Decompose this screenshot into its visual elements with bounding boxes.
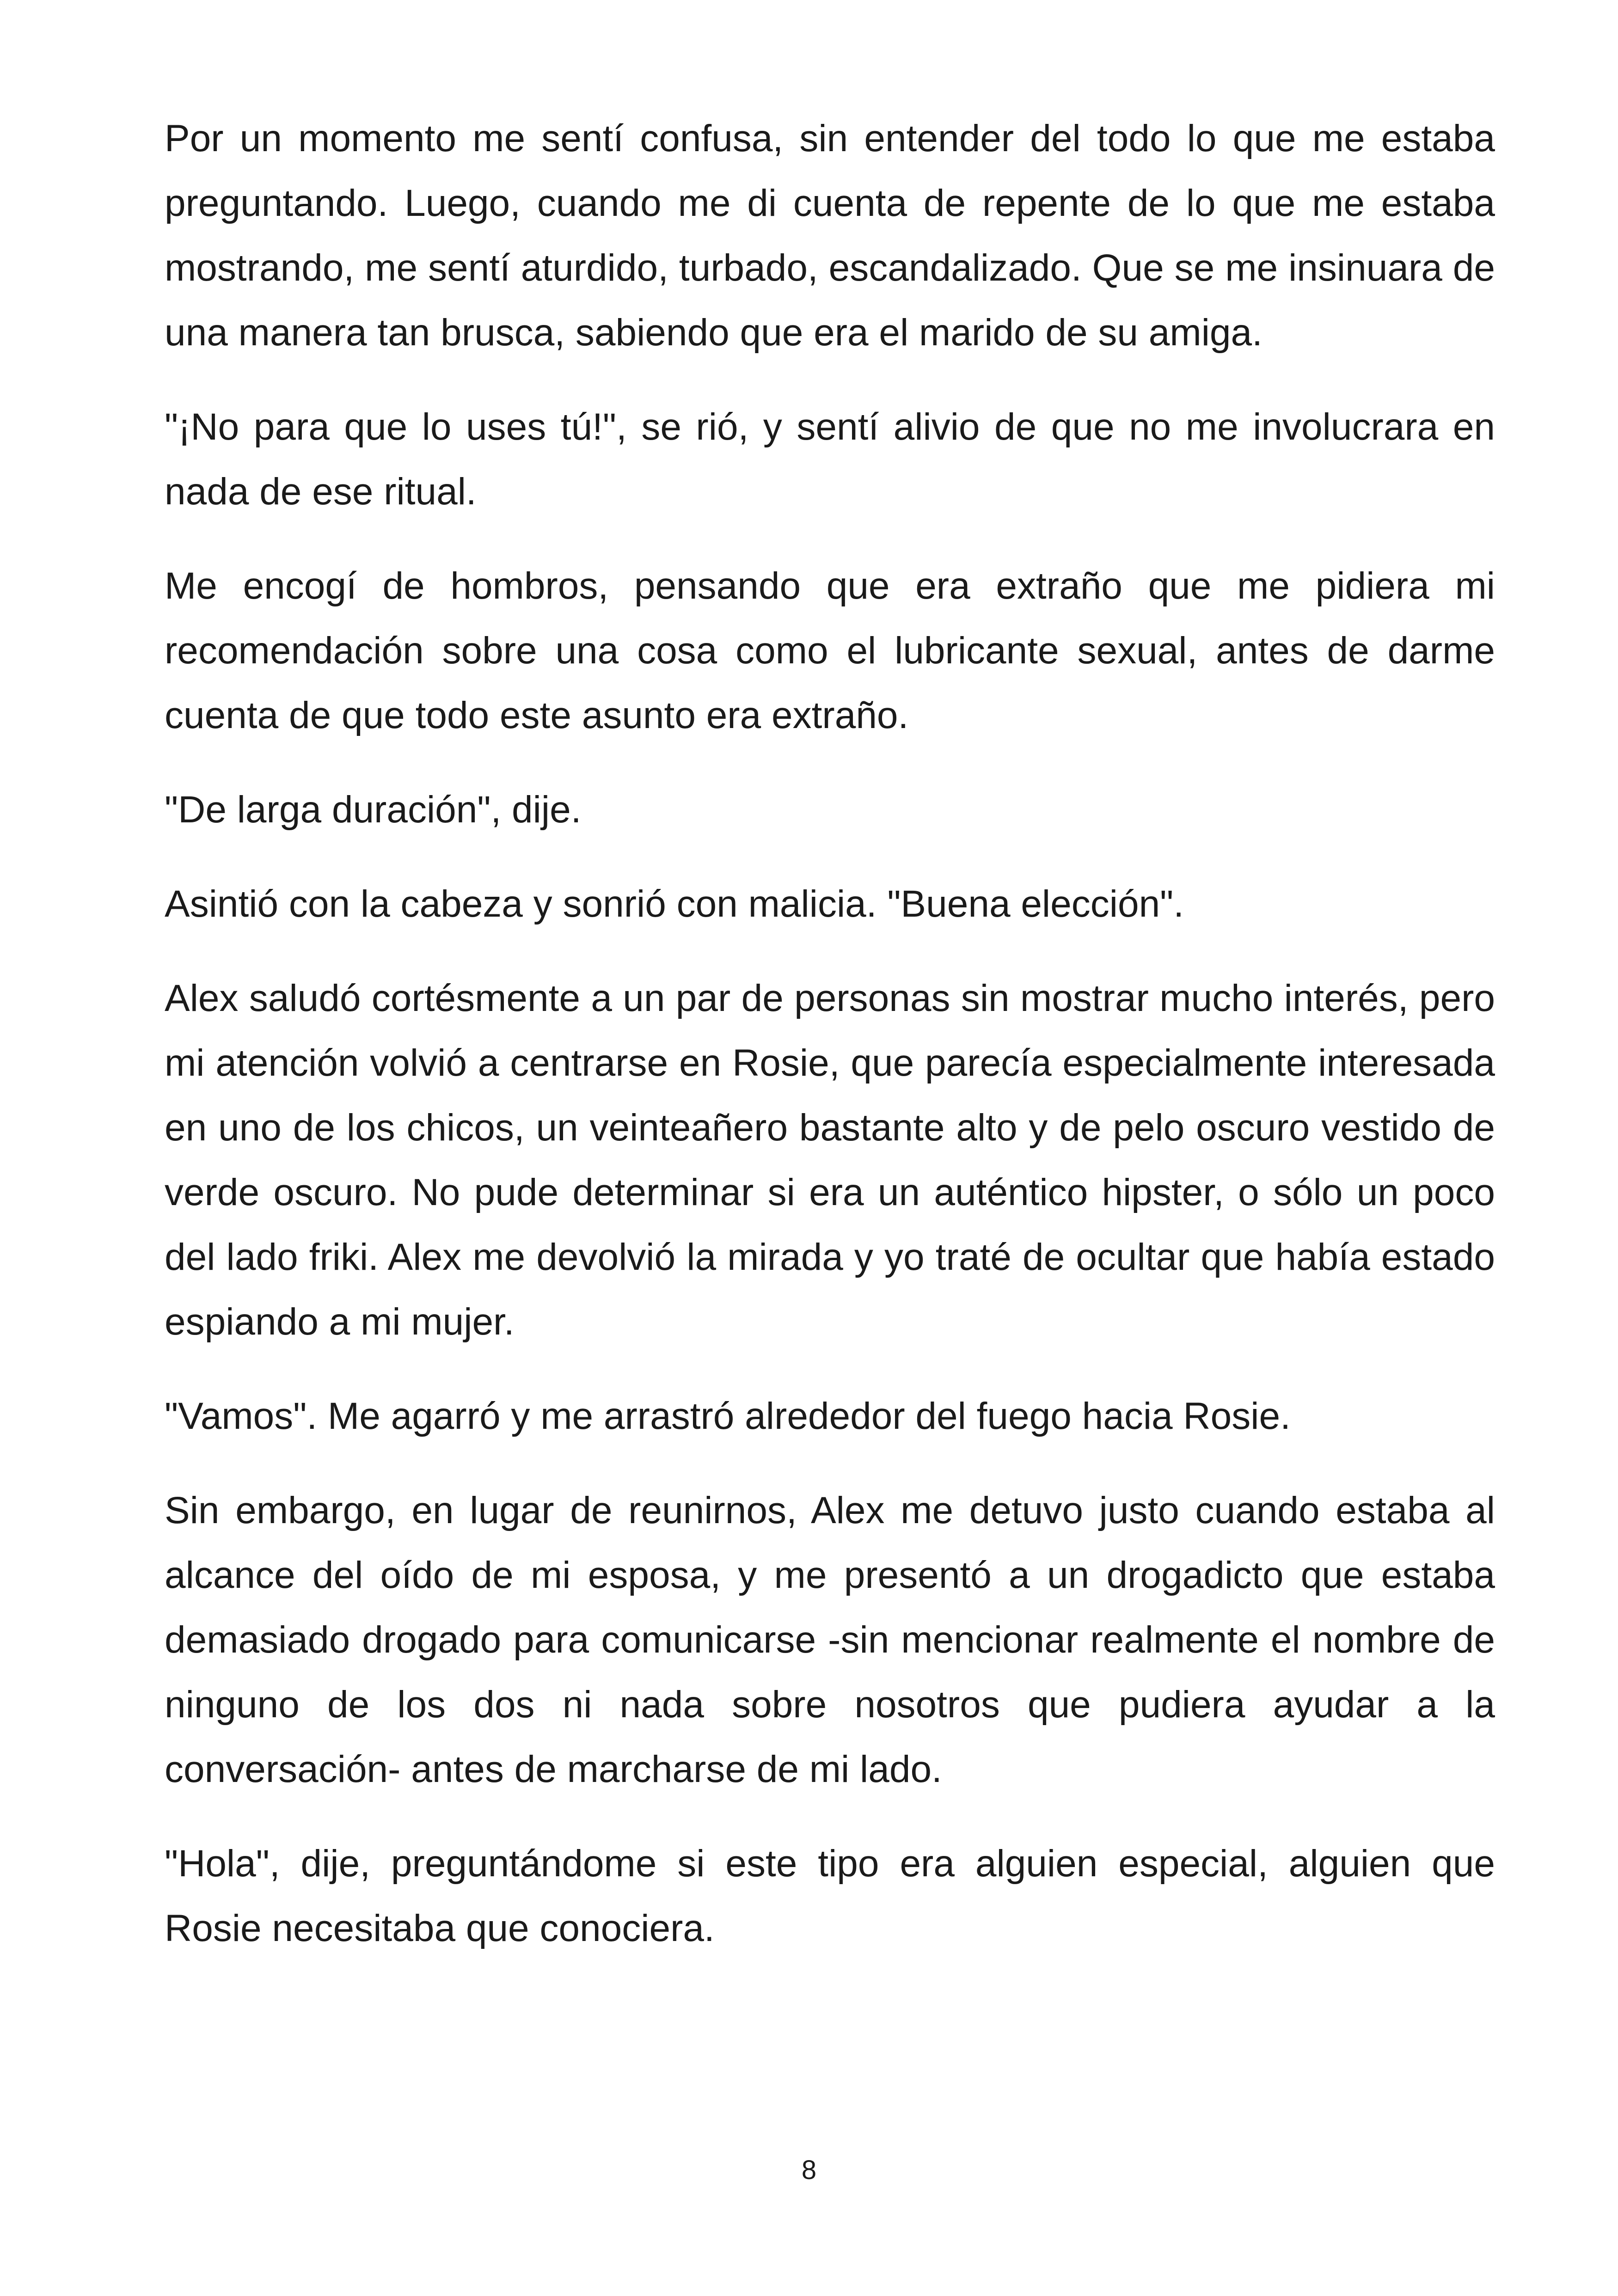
paragraph-6: Alex saludó cortésmente a un par de personas sin mostrar mucho interés, pero mi atención volvió a centrarse en Rosie, que parecía especialmente interesada en uno de los chicos, un veinteañero bastante alto y de pelo oscuro vestido de verde oscuro. No pude determinar si era un auténtico hipster, o sólo un poco del lado friki. Alex me devolvió la mirada y yo traté de ocultar que había estado espiando a mi mujer. bbox=[165, 977, 1495, 1343]
body-text bbox=[165, 106, 1495, 1990]
paragraph-8: Sin embargo, en lugar de reunirnos, Alex me detuvo justo cuando estaba al alcance del oído de mi esposa, y me presentó a un drogadicto que estaba demasiado drogado para comunicarse -sin mencionar realmente el nombre de ninguno de los dos ni nada sobre nosotros que pudiera ayudar a la conversación- antes de marcharse de mi lado. bbox=[165, 1489, 1495, 1790]
page-number: 8 bbox=[801, 2155, 817, 2185]
paragraph-2: "¡No para que lo uses tú!", se rió, y sentí alivio de que no me involucrara en nada de ese ritual. bbox=[165, 406, 1495, 513]
paragraph-7: "Vamos". Me agarró y me arrastró alrededor del fuego hacia Rosie. bbox=[165, 1395, 1291, 1437]
paragraph-5: Asintió con la cabeza y sonrió con malicia. "Buena elección". bbox=[165, 883, 1184, 925]
paragraph-9: "Hola", dije, preguntándome si este tipo era alguien especial, alguien que Rosie necesitaba que conociera. bbox=[165, 1843, 1495, 1949]
paragraph-1: Por un momento me sentí confusa, sin entender del todo lo que me estaba preguntando. Luego, cuando me di cuenta de repente de lo que me estaba mostrando, me sentí aturdido, turbado, escandalizado. Que se me insinuara de una manera tan brusca, sabiendo que era el marido de su amiga. bbox=[165, 117, 1495, 354]
paragraph-3: Me encogí de hombros, pensando que era extraño que me pidiera mi recomendación sobre una cosa como el lubricante sexual, antes de darme cuenta de que todo este asunto era extraño. bbox=[165, 565, 1495, 736]
paragraph-4: "De larga duración", dije. bbox=[165, 789, 582, 831]
